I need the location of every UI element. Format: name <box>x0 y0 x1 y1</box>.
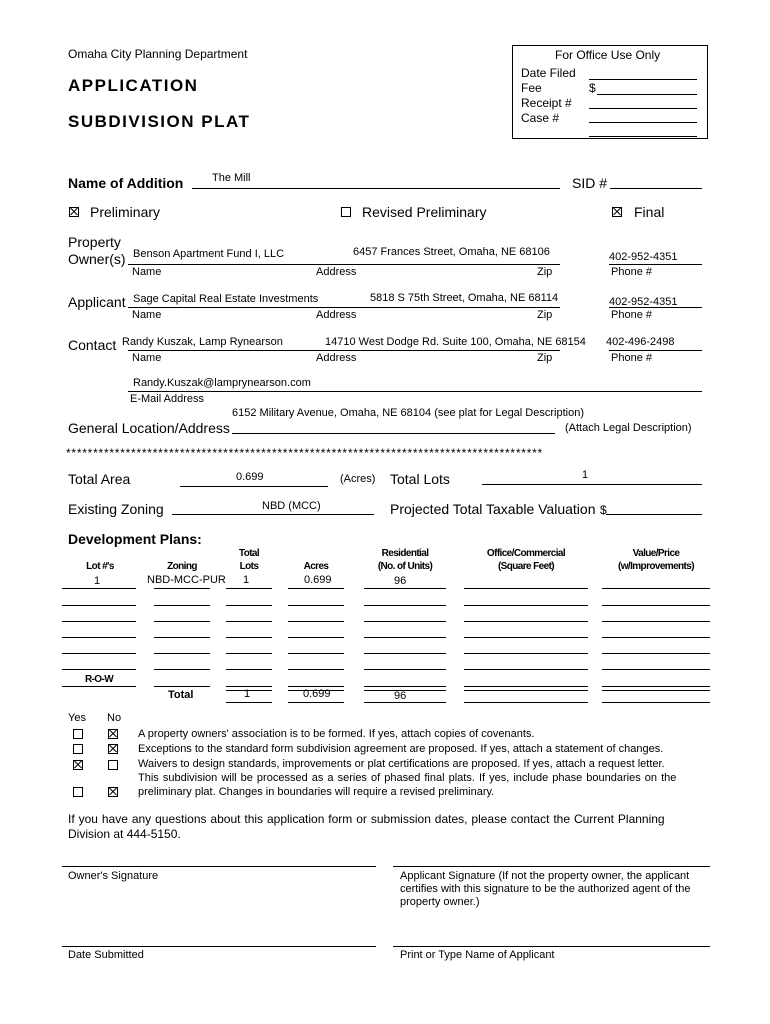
applicant-signature-label-2: certifies with this signature to be the authorized agent of the <box>400 883 691 895</box>
valuation-label: Projected Total Taxable Valuation <box>390 501 596 517</box>
q4-no-checkbox[interactable] <box>108 787 118 797</box>
total-row-label: Total <box>168 689 194 701</box>
addition-field[interactable] <box>192 188 560 189</box>
applicant-address-value: 5818 S 75th Street, Omaha, NE 68114 <box>370 292 559 304</box>
contact-name-caption: Name <box>132 352 162 364</box>
fee-field[interactable] <box>597 94 697 95</box>
q3-no-checkbox[interactable] <box>108 760 118 770</box>
applicant-phone-line[interactable] <box>609 307 702 308</box>
col-value-header: Value/Price <box>632 548 680 559</box>
q1-yes-checkbox[interactable] <box>73 729 83 739</box>
dev-plans-heading: Development Plans: <box>68 531 202 547</box>
existing-zoning-label: Existing Zoning <box>68 501 164 517</box>
form-title: APPLICATION <box>68 76 199 95</box>
total-area-label: Total Area <box>68 471 131 487</box>
final-checkbox[interactable] <box>612 207 622 217</box>
owner-label-line2: Owner(s) <box>68 251 126 267</box>
col-lots-header: Lot #'s <box>86 561 114 572</box>
applicant-signature-line[interactable] <box>393 866 710 867</box>
col-zoning-header: Zoning <box>167 561 197 572</box>
contact-label: Contact <box>68 337 117 353</box>
applicant-field-line[interactable] <box>128 307 560 308</box>
total-area-field[interactable] <box>180 486 328 487</box>
receipt-field[interactable] <box>589 108 697 109</box>
date-submitted-label: Date Submitted <box>68 949 144 961</box>
col-residential-header-2: (No. of Units) <box>377 561 433 572</box>
receipt-label: Receipt # <box>521 96 572 110</box>
location-value: 6152 Military Avenue, Omaha, NE 68104 (see plat for Legal Description) <box>232 407 584 419</box>
form-subtitle: SUBDIVISION PLAT <box>68 112 251 131</box>
total-lots-field[interactable] <box>482 484 702 485</box>
department-name: Omaha City Planning Department <box>68 47 248 61</box>
col-total-lots-header-2: Lots <box>239 561 259 572</box>
contact-address-value: 14710 West Dodge Rd. Suite 100, Omaha, NE 68154 <box>325 336 586 348</box>
yes-header: Yes <box>68 712 86 724</box>
location-field[interactable] <box>232 433 555 434</box>
preliminary-checkbox[interactable] <box>69 207 79 217</box>
col-total-lots-header: Total <box>238 548 260 559</box>
row1-zoning: NBD-MCC-PUR <box>147 574 226 586</box>
q4-text-line2: preliminary plat. Changes in boundaries will require a revised preliminary. <box>138 786 495 798</box>
date-filed-field[interactable] <box>589 79 697 80</box>
total-lots-label: Total Lots <box>390 471 450 487</box>
valuation-field[interactable] <box>606 514 702 515</box>
owner-zip-caption: Zip <box>537 266 553 278</box>
print-name-label: Print or Type Name of Applicant <box>400 949 555 961</box>
legal-description-note: (Attach Legal Description) <box>565 422 692 434</box>
applicant-signature-label-3: property owner.) <box>400 896 480 908</box>
q4-text: This subdivision will be processed as a series of phased final plats. If yes, include phase boundaries on the <box>138 772 677 784</box>
applicant-name-caption: Name <box>132 309 162 321</box>
location-label: General Location/Address <box>68 420 230 436</box>
applicant-phone-caption: Phone # <box>611 309 652 321</box>
separator-stars: **************************************************************************************** <box>66 446 543 460</box>
final-label: Final <box>634 204 665 220</box>
contact-phone-caption: Phone # <box>611 352 652 364</box>
acres-label: (Acres) <box>340 473 376 485</box>
total-acres-sum: 0.699 <box>303 688 331 700</box>
owner-address-value: 6457 Frances Street, Omaha, NE 68106 <box>353 246 550 258</box>
fee-prefix: $ <box>589 81 596 95</box>
sid-field[interactable] <box>610 188 702 189</box>
contact-note: If you have any questions about this application form or submission dates, please contact the Current Planning <box>68 812 665 826</box>
row1-total-lots: 1 <box>243 574 250 586</box>
q1-text: A property owners' association is to be formed. If yes, attach copies of covenants. <box>138 728 535 740</box>
fee-label: Fee <box>521 81 542 95</box>
owner-phone-value: 402-952-4351 <box>609 251 678 263</box>
row1-acres: 0.699 <box>304 574 332 586</box>
col-residential-header: Residential <box>381 548 429 559</box>
owner-label: Property <box>68 234 121 250</box>
valuation-prefix: $ <box>600 503 607 517</box>
total-lots-value: 1 <box>582 469 589 481</box>
applicant-zip-caption: Zip <box>537 309 553 321</box>
q3-text: Waivers to design standards, improvements or plat certifications are proposed. If yes, attach a request letter. <box>138 758 665 770</box>
col-office-header: Office/Commercial <box>486 548 566 559</box>
case-field[interactable] <box>589 122 697 123</box>
applicant-signature-label: Applicant Signature (If not the property owner, the applicant <box>400 870 690 882</box>
revised-preliminary-checkbox[interactable] <box>341 207 351 217</box>
total-area-value: 0.699 <box>236 471 264 483</box>
row-label: R-O-W <box>84 674 114 685</box>
contact-name-value: Randy Kuszak, Lamp Rynearson <box>122 336 283 348</box>
applicant-phone-value: 402-952-4351 <box>609 296 678 308</box>
addition-value: The Mill <box>212 172 251 184</box>
office-use-heading: For Office Use Only <box>555 48 661 62</box>
contact-phone-line[interactable] <box>609 350 702 351</box>
q3-yes-checkbox[interactable] <box>73 760 83 770</box>
contact-note-line2: Division at 444-5150. <box>68 827 181 841</box>
contact-field-line[interactable] <box>128 350 560 351</box>
revised-preliminary-label: Revised Preliminary <box>362 204 487 220</box>
col-value-header-2: (w/Improvements) <box>618 561 694 572</box>
q2-text: Exceptions to the standard form subdivision agreement are proposed. If yes, attach a statement of changes. <box>138 743 664 755</box>
owner-address-caption: Address <box>316 266 357 278</box>
owner-phone-line[interactable] <box>609 264 702 265</box>
case-label: Case # <box>521 111 560 125</box>
applicant-label: Applicant <box>68 294 126 310</box>
preliminary-label: Preliminary <box>90 204 161 220</box>
owner-name-value: Benson Apartment Fund I, LLC <box>133 248 285 260</box>
col-office-header-2: (Square Feet) <box>497 561 555 572</box>
total-lots-sum: 1 <box>244 688 251 700</box>
col-acres-header: Acres <box>303 561 329 572</box>
applicant-name-value: Sage Capital Real Estate Investments <box>133 293 319 305</box>
office-extra-field[interactable] <box>589 136 697 137</box>
date-filed-label: Date Filed <box>521 66 576 80</box>
row1-lots: 1 <box>94 575 101 587</box>
contact-address-caption: Address <box>316 352 357 364</box>
owner-phone-caption: Phone # <box>611 266 652 278</box>
owner-signature-line[interactable] <box>62 866 376 867</box>
contact-zip-caption: Zip <box>537 352 553 364</box>
sid-label: SID # <box>572 175 608 191</box>
total-units-sum: 96 <box>394 690 407 702</box>
contact-phone-value: 402-496-2498 <box>606 336 675 348</box>
date-submitted-line[interactable] <box>62 946 376 947</box>
q4-yes-checkbox[interactable] <box>73 787 83 797</box>
existing-zoning-field[interactable] <box>172 514 374 515</box>
applicant-address-caption: Address <box>316 309 357 321</box>
email-caption: E-Mail Address <box>130 393 204 405</box>
existing-zoning-value: NBD (MCC) <box>262 500 321 512</box>
owner-name-caption: Name <box>132 266 162 278</box>
owner-field-line[interactable] <box>128 264 560 265</box>
print-name-line[interactable] <box>393 946 710 947</box>
addition-label: Name of Addition <box>68 175 184 191</box>
email-field-line[interactable] <box>128 391 702 392</box>
q2-no-checkbox[interactable] <box>108 744 118 754</box>
no-header: No <box>107 712 122 724</box>
q2-yes-checkbox[interactable] <box>73 744 83 754</box>
contact-email-value: Randy.Kuszak@lamprynearson.com <box>133 377 311 389</box>
q1-no-checkbox[interactable] <box>108 729 118 739</box>
row1-units: 96 <box>394 575 407 587</box>
owner-signature-label: Owner's Signature <box>68 870 159 882</box>
